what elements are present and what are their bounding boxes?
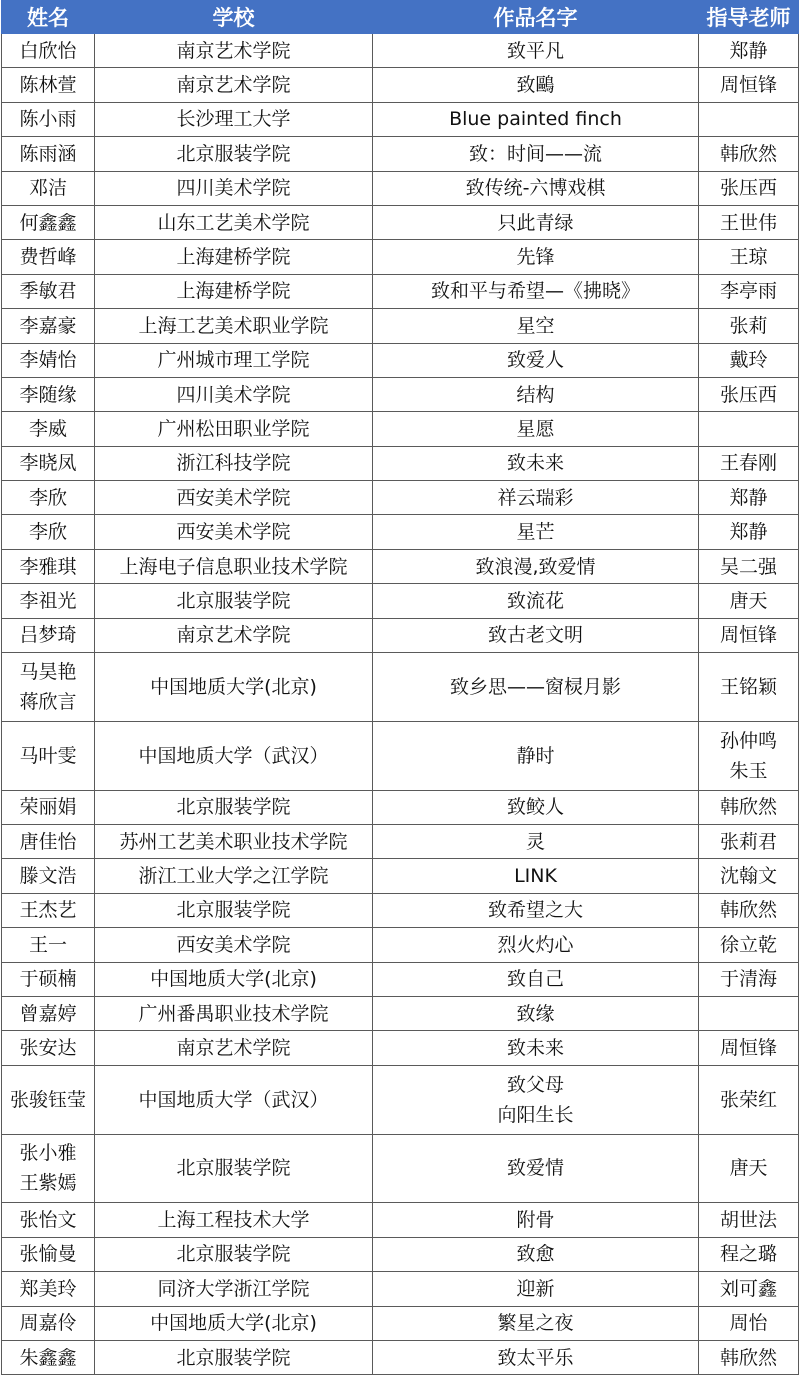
- table-row: [2, 205, 799, 239]
- work-text: 星芒: [516, 521, 555, 544]
- cell-name: [2, 1340, 95, 1374]
- work-text: 烈火灼心: [497, 933, 574, 956]
- cell-work: [373, 446, 699, 480]
- cell-name: [2, 790, 95, 824]
- cell-work: [373, 240, 699, 274]
- cell-teacher: [699, 1272, 799, 1306]
- work-text: 致鷗: [516, 74, 555, 97]
- work-text: 致希望之大: [487, 899, 583, 922]
- teacher-text: 张荣红: [719, 1088, 777, 1111]
- cell-work: [373, 790, 699, 824]
- table-row: [2, 137, 799, 171]
- work-text: 附骨: [516, 1209, 555, 1232]
- table-row: [2, 377, 799, 411]
- name-text: 李威: [28, 417, 67, 440]
- name-text: 张怡文: [19, 1209, 77, 1232]
- cell-school: 浙江工业大学之江学院: [95, 859, 373, 893]
- cell-name: [2, 171, 95, 205]
- cell-teacher: [699, 1306, 799, 1340]
- cell-teacher: [699, 1340, 799, 1374]
- cell-work: [373, 274, 699, 308]
- cell-school: 西安美术学院: [95, 515, 373, 549]
- teacher-text: 唐天: [729, 1157, 768, 1180]
- name-text: 李婧怡: [19, 349, 77, 372]
- cell-school: 北京服装学院: [95, 584, 373, 618]
- cell-work: [373, 1134, 699, 1203]
- cell-school: 苏州工艺美术职业技术学院: [95, 825, 373, 859]
- cell-work: [373, 962, 699, 996]
- teacher-text: 张莉君: [719, 830, 777, 853]
- cell-name: [2, 1031, 95, 1065]
- work-text: 致太平乐: [497, 1346, 574, 1369]
- work-text: 致鲛人: [506, 796, 564, 819]
- table-row: [2, 515, 799, 549]
- cell-teacher: [699, 446, 799, 480]
- name-text: 陈林萱: [19, 74, 77, 97]
- cell-name: [2, 1237, 95, 1271]
- cell-work: [373, 893, 699, 927]
- table-row: [2, 171, 799, 205]
- name-text: 李嘉豪: [19, 314, 77, 337]
- name-text: 荣丽娟: [19, 796, 77, 819]
- cell-name: [2, 825, 95, 859]
- work-text: 致平凡: [506, 39, 564, 62]
- teacher-text: 程之璐: [719, 1243, 777, 1266]
- cell-name: [2, 446, 95, 480]
- cell-work: [373, 68, 699, 102]
- cell-work: [373, 102, 699, 136]
- cell-name: [2, 205, 95, 239]
- name-text: 吕梦琦: [19, 624, 77, 647]
- teacher-text: 王春刚: [719, 452, 777, 475]
- name-text: 费哲峰: [19, 246, 77, 269]
- teacher-text: 胡世法: [719, 1209, 777, 1232]
- name-text: 郑美玲: [19, 1277, 77, 1300]
- work-text: 静时: [516, 744, 555, 767]
- teacher-text: 郑静: [729, 486, 768, 509]
- cell-teacher: [699, 859, 799, 893]
- teacher-text: 周恒锋: [719, 74, 777, 97]
- table-row: [2, 102, 799, 136]
- cell-teacher: [699, 205, 799, 239]
- table-row: [2, 584, 799, 618]
- cell-work: [373, 1065, 699, 1134]
- cell-school: 北京服装学院: [95, 790, 373, 824]
- name-text: 唐佳怡: [19, 830, 77, 853]
- work-text: 迎新: [516, 1277, 555, 1300]
- name-text: 李雅琪: [19, 555, 77, 578]
- cell-school: 北京服装学院: [95, 1134, 373, 1203]
- cell-school: 北京服装学院: [95, 1340, 373, 1374]
- table-row: [2, 859, 799, 893]
- cell-school: 上海电子信息职业技术学院: [95, 549, 373, 583]
- table-row: [2, 34, 799, 68]
- name-text: 朱鑫鑫: [19, 1346, 77, 1369]
- cell-name: [2, 137, 95, 171]
- cell-name: [2, 309, 95, 343]
- cell-teacher: [699, 171, 799, 205]
- cell-name: [2, 893, 95, 927]
- work-text: 灵: [525, 830, 545, 853]
- cell-name: [2, 653, 95, 722]
- teacher-text: 沈翰文: [719, 865, 777, 888]
- name-text: 马昊艳: [19, 660, 77, 683]
- name-text: 张安达: [19, 1037, 77, 1060]
- cell-teacher: [699, 721, 799, 790]
- table-row: [2, 1306, 799, 1340]
- table-body: [2, 34, 799, 1375]
- cell-school: 北京服装学院: [95, 1237, 373, 1271]
- teacher-text: 王琼: [729, 246, 768, 269]
- cell-school: 北京服装学院: [95, 893, 373, 927]
- cell-teacher: [699, 893, 799, 927]
- work-text: 致流花: [506, 589, 564, 612]
- table-row: [2, 1203, 799, 1237]
- name-text: 白欣怡: [19, 39, 77, 62]
- work-text: 向阳生长: [497, 1103, 574, 1126]
- header-school: 学校: [95, 1, 373, 34]
- work-text: 致未来: [506, 452, 564, 475]
- teacher-text: 王铭颖: [719, 675, 777, 698]
- cell-work: [373, 343, 699, 377]
- teacher-text: 韩欣然: [719, 142, 777, 165]
- teacher-text: 王世伟: [719, 211, 777, 234]
- table-row: [2, 1237, 799, 1271]
- table-row: [2, 893, 799, 927]
- cell-work: [373, 1237, 699, 1271]
- work-text: 祥云瑞彩: [497, 486, 574, 509]
- table-row: [2, 412, 799, 446]
- cell-school: 上海工程技术大学: [95, 1203, 373, 1237]
- name-text: 张骏钰莹: [9, 1088, 86, 1111]
- work-text: 致古老文明: [487, 624, 583, 647]
- cell-work: [373, 996, 699, 1030]
- name-text: 陈小雨: [19, 108, 77, 131]
- cell-work: [373, 137, 699, 171]
- cell-school: 广州城市理工学院: [95, 343, 373, 377]
- cell-name: [2, 928, 95, 962]
- name-text: 李欣: [28, 521, 67, 544]
- cell-teacher: [699, 343, 799, 377]
- cell-name: [2, 377, 95, 411]
- teacher-text: 张压西: [719, 177, 777, 200]
- name-text: 滕文浩: [19, 865, 77, 888]
- table-row: [2, 274, 799, 308]
- cell-name: [2, 1272, 95, 1306]
- work-text: 致传统-六博戏棋: [465, 177, 606, 200]
- teacher-text: 于清海: [719, 968, 777, 991]
- header-teacher: 指导老师: [699, 1, 799, 34]
- teacher-text: 韩欣然: [719, 796, 777, 819]
- cell-name: [2, 412, 95, 446]
- teacher-text: 戴玲: [729, 349, 768, 372]
- teacher-text: 张压西: [719, 383, 777, 406]
- cell-teacher: [699, 309, 799, 343]
- work-text: 只此青绿: [497, 211, 574, 234]
- cell-work: [373, 1272, 699, 1306]
- teacher-text: 刘可鑫: [719, 1277, 777, 1300]
- teacher-text: 韩欣然: [719, 1346, 777, 1369]
- cell-work: [373, 1340, 699, 1374]
- table-row: [2, 1340, 799, 1374]
- table-row: [2, 962, 799, 996]
- name-text: 李随缘: [19, 383, 77, 406]
- cell-teacher: [699, 240, 799, 274]
- cell-name: [2, 1203, 95, 1237]
- cell-school: 山东工艺美术学院: [95, 205, 373, 239]
- work-text: 致乡思——窗棂月影: [449, 675, 621, 698]
- cell-school: 南京艺术学院: [95, 618, 373, 652]
- table-row: [2, 1272, 799, 1306]
- cell-work: [373, 1031, 699, 1065]
- cell-teacher: [699, 825, 799, 859]
- cell-school: 浙江科技学院: [95, 446, 373, 480]
- table-row: [2, 309, 799, 343]
- work-text: 致浪漫,致爱情: [475, 555, 596, 578]
- cell-teacher: [699, 653, 799, 722]
- table-row: [2, 653, 799, 722]
- cell-teacher: [699, 928, 799, 962]
- cell-teacher: [699, 549, 799, 583]
- cell-work: [373, 309, 699, 343]
- cell-name: [2, 549, 95, 583]
- work-text: LINK: [514, 865, 557, 888]
- cell-name: [2, 1065, 95, 1134]
- name-text: 王紫嫣: [19, 1172, 77, 1195]
- cell-teacher: [699, 377, 799, 411]
- table-row: [2, 549, 799, 583]
- table-row: [2, 1065, 799, 1134]
- table-row: [2, 240, 799, 274]
- cell-teacher: [699, 412, 799, 446]
- cell-school: 上海建桥学院: [95, 240, 373, 274]
- cell-teacher: [699, 962, 799, 996]
- work-text: 繁星之夜: [497, 1312, 574, 1335]
- table-row: [2, 790, 799, 824]
- cell-teacher: [699, 68, 799, 102]
- cell-name: [2, 859, 95, 893]
- cell-teacher: [699, 790, 799, 824]
- cell-name: [2, 274, 95, 308]
- cell-name: [2, 996, 95, 1030]
- cell-teacher: [699, 102, 799, 136]
- teacher-text: 周恒锋: [719, 1037, 777, 1060]
- teacher-text: 张莉: [729, 314, 768, 337]
- cell-work: [373, 1306, 699, 1340]
- cell-name: [2, 1306, 95, 1340]
- teacher-text: 郑静: [729, 39, 768, 62]
- table-row: [2, 1134, 799, 1203]
- name-text: 曾嘉婷: [19, 1002, 77, 1025]
- cell-teacher: [699, 137, 799, 171]
- table-row: [2, 446, 799, 480]
- work-text: 致愈: [516, 1243, 555, 1266]
- table-row: [2, 825, 799, 859]
- teacher-text: 周怡: [729, 1312, 768, 1335]
- name-text: 邓洁: [28, 177, 67, 200]
- cell-school: 北京服装学院: [95, 137, 373, 171]
- table-row: [2, 928, 799, 962]
- cell-school: 西安美术学院: [95, 928, 373, 962]
- name-text: 张愉曼: [19, 1243, 77, 1266]
- cell-teacher: [699, 1031, 799, 1065]
- cell-work: [373, 412, 699, 446]
- cell-name: [2, 240, 95, 274]
- cell-teacher: [699, 274, 799, 308]
- work-text: 星愿: [516, 417, 555, 440]
- cell-work: [373, 721, 699, 790]
- cell-school: 西安美术学院: [95, 481, 373, 515]
- cell-work: [373, 859, 699, 893]
- work-text: 致未来: [506, 1037, 564, 1060]
- cell-school: 上海建桥学院: [95, 274, 373, 308]
- teacher-text: 唐天: [729, 589, 768, 612]
- cell-name: [2, 481, 95, 515]
- cell-name: [2, 34, 95, 68]
- cell-work: [373, 825, 699, 859]
- name-text: 陈雨涵: [19, 142, 77, 165]
- teacher-text: 吴二强: [719, 555, 777, 578]
- cell-work: [373, 653, 699, 722]
- work-text: 致和平与希望—《拂晓》: [430, 280, 640, 303]
- teacher-text: 徐立乾: [719, 933, 777, 956]
- table-row: [2, 721, 799, 790]
- cell-work: [373, 618, 699, 652]
- cell-teacher: [699, 584, 799, 618]
- cell-school: 中国地质大学（武汉）: [95, 721, 373, 790]
- cell-name: [2, 721, 95, 790]
- cell-teacher: [699, 515, 799, 549]
- cell-school: 上海工艺美术职业学院: [95, 309, 373, 343]
- cell-work: [373, 171, 699, 205]
- cell-work: [373, 205, 699, 239]
- cell-teacher: [699, 618, 799, 652]
- work-text: 先锋: [516, 246, 555, 269]
- teacher-text: 李亭雨: [719, 280, 777, 303]
- work-text: Blue painted finch: [449, 108, 622, 131]
- header-work: 作品名字: [373, 1, 699, 34]
- cell-teacher: [699, 1237, 799, 1271]
- name-text: 马叶雯: [19, 744, 77, 767]
- name-text: 蒋欣言: [19, 690, 77, 713]
- cell-work: [373, 481, 699, 515]
- header-name: 姓名: [2, 1, 95, 34]
- cell-teacher: [699, 34, 799, 68]
- header-row: [2, 1, 799, 34]
- work-text: 致：时间——流: [468, 142, 602, 165]
- cell-school: 南京艺术学院: [95, 34, 373, 68]
- name-text: 季敏君: [19, 280, 77, 303]
- table-row: [2, 618, 799, 652]
- cell-teacher: [699, 481, 799, 515]
- cell-school: 中国地质大学(北京): [95, 962, 373, 996]
- cell-school: 广州松田职业学院: [95, 412, 373, 446]
- work-text: 星空: [516, 314, 555, 337]
- teacher-text: 孙仲鸣: [719, 729, 777, 752]
- name-text: 李晓凤: [19, 452, 77, 475]
- cell-name: [2, 618, 95, 652]
- cell-school: 四川美术学院: [95, 377, 373, 411]
- teacher-text: 韩欣然: [719, 899, 777, 922]
- work-text: 致自己: [506, 968, 564, 991]
- award-list-table: [1, 0, 799, 1375]
- work-text: 致爱情: [506, 1157, 564, 1180]
- cell-name: [2, 962, 95, 996]
- cell-teacher: [699, 1065, 799, 1134]
- cell-school: 广州番禺职业技术学院: [95, 996, 373, 1030]
- work-text: 结构: [516, 383, 555, 406]
- cell-name: [2, 343, 95, 377]
- cell-name: [2, 584, 95, 618]
- name-text: 王杰艺: [19, 899, 77, 922]
- name-text: 周嘉伶: [19, 1312, 77, 1335]
- table-row: [2, 68, 799, 102]
- cell-work: [373, 1203, 699, 1237]
- work-text: 致缘: [516, 1002, 555, 1025]
- cell-work: [373, 584, 699, 618]
- cell-work: [373, 549, 699, 583]
- name-text: 于硕楠: [19, 968, 77, 991]
- cell-school: 四川美术学院: [95, 171, 373, 205]
- cell-school: 长沙理工大学: [95, 102, 373, 136]
- name-text: 何鑫鑫: [19, 211, 77, 234]
- cell-work: [373, 377, 699, 411]
- work-text: 致父母: [506, 1073, 564, 1096]
- cell-teacher: [699, 996, 799, 1030]
- teacher-text: 郑静: [729, 521, 768, 544]
- cell-teacher: [699, 1203, 799, 1237]
- cell-school: 南京艺术学院: [95, 68, 373, 102]
- cell-school: 南京艺术学院: [95, 1031, 373, 1065]
- table-row: [2, 343, 799, 377]
- name-text: 李欣: [28, 486, 67, 509]
- work-text: 致爱人: [506, 349, 564, 372]
- table-row: [2, 481, 799, 515]
- cell-work: [373, 515, 699, 549]
- name-text: 张小雅: [19, 1142, 77, 1165]
- cell-school: 中国地质大学（武汉）: [95, 1065, 373, 1134]
- cell-name: [2, 1134, 95, 1203]
- cell-work: [373, 928, 699, 962]
- cell-school: 中国地质大学(北京): [95, 1306, 373, 1340]
- name-text: 李祖光: [19, 589, 77, 612]
- cell-name: [2, 68, 95, 102]
- name-text: 王一: [28, 933, 67, 956]
- cell-name: [2, 102, 95, 136]
- cell-school: 同济大学浙江学院: [95, 1272, 373, 1306]
- cell-work: [373, 34, 699, 68]
- cell-school: 中国地质大学(北京): [95, 653, 373, 722]
- cell-name: [2, 515, 95, 549]
- teacher-text: 朱玉: [729, 759, 768, 782]
- teacher-text: 周恒锋: [719, 624, 777, 647]
- table-row: [2, 1031, 799, 1065]
- cell-teacher: [699, 1134, 799, 1203]
- table-row: [2, 996, 799, 1030]
